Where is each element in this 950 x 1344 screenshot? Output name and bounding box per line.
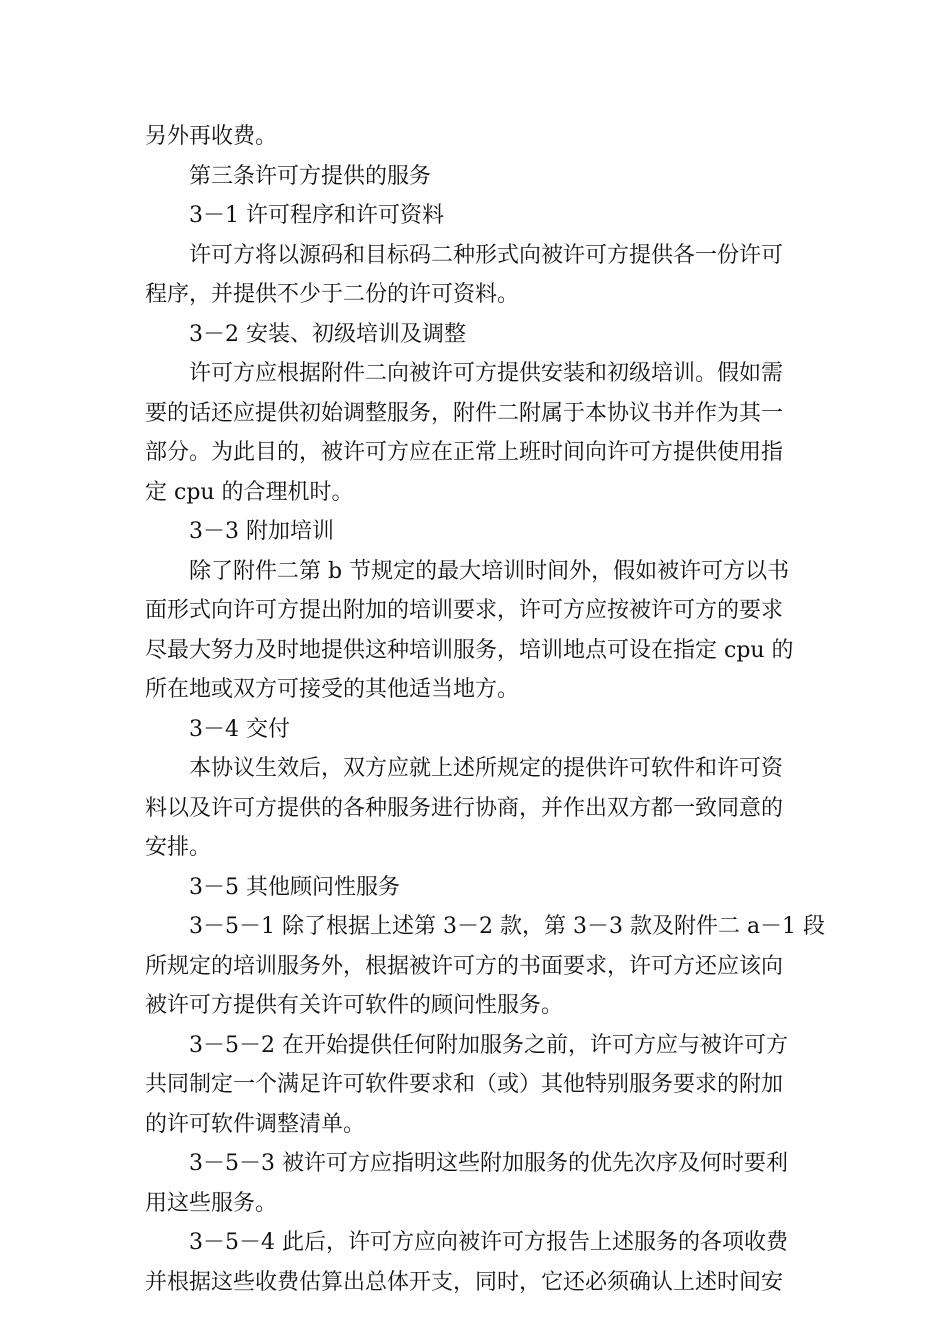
paragraph-first-line: 许可方应根据附件二向被许可方提供安装和初级培训。假如需 [189,361,784,386]
body-line: 共同制定一个满足许可软件要求和（或）其他特别服务要求的附加 [145,1072,784,1097]
body-line: 另外再收费。 [145,124,278,149]
section-heading: 第三条许可方提供的服务 [189,163,432,189]
paragraph-first-line: 3－5－1 除了根据上述第 3－2 款，第 3－3 款及附件二 a－1 段 [189,914,826,939]
body-line: 的许可软件调整清单。 [145,1111,366,1137]
subsection-heading: 3－2 安装、初级培训及调整 [189,321,466,347]
body-line: 尽最大努力及时地提供这种培训服务，培训地点可设在指定 cpu 的 [145,637,794,663]
paragraph-first-line: 3－5－3 被许可方应指明这些附加服务的优先次序及何时要利 [189,1151,788,1176]
subsection-heading: 3－4 交付 [189,716,290,742]
body-line: 料以及许可方提供的各种服务进行协商，并作出双方都一致同意的 [145,795,784,821]
document-page [145,117,826,1302]
body-line: 部分。为此目的，被许可方应在正常上班时间向许可方提供使用指 [145,440,784,465]
body-line: 用这些服务。 [145,1190,278,1216]
body-line: 被许可方提供有关许可软件的顾问性服务。 [145,993,564,1018]
paragraph-first-line: 除了附件二第 b 节规定的最大培训时间外，假如被许可方以书 [189,558,790,584]
subsection-heading: 3－5 其他顾问性服务 [189,874,400,900]
body-line: 定 cpu 的合理机时。 [145,479,354,505]
paragraph-first-line: 本协议生效后，双方应就上述所规定的提供许可软件和许可资 [189,756,784,781]
body-line: 面形式向许可方提出附加的培训要求，许可方应按被许可方的要求 [145,598,784,623]
body-line: 所在地或双方可接受的其他适当地方。 [145,677,520,702]
body-line: 安排。 [145,835,212,860]
paragraph-first-line: 3－5－2 在开始提供任何附加服务之前，许可方应与被许可方 [189,1032,788,1058]
body-line: 要的话还应提供初始调整服务，附件二附属于本协议书并作为其一 [145,400,784,426]
paragraph-first-line: 3－5－4 此后，许可方应向被许可方报告上述服务的各项收费 [189,1230,788,1255]
body-line: 并根据这些收费估算出总体开支，同时，它还必须确认上述时间安 [145,1269,784,1295]
body-line: 程序，并提供不少于二份的许可资料。 [145,282,520,307]
subsection-heading: 3－3 附加培训 [189,519,334,544]
body-line: 所规定的培训服务外，根据被许可方的书面要求，许可方还应该向 [145,953,784,979]
paragraph-first-line: 许可方将以源码和目标码二种形式向被许可方提供各一份许可 [189,242,784,268]
subsection-heading: 3－1 许可程序和许可资料 [189,203,444,228]
